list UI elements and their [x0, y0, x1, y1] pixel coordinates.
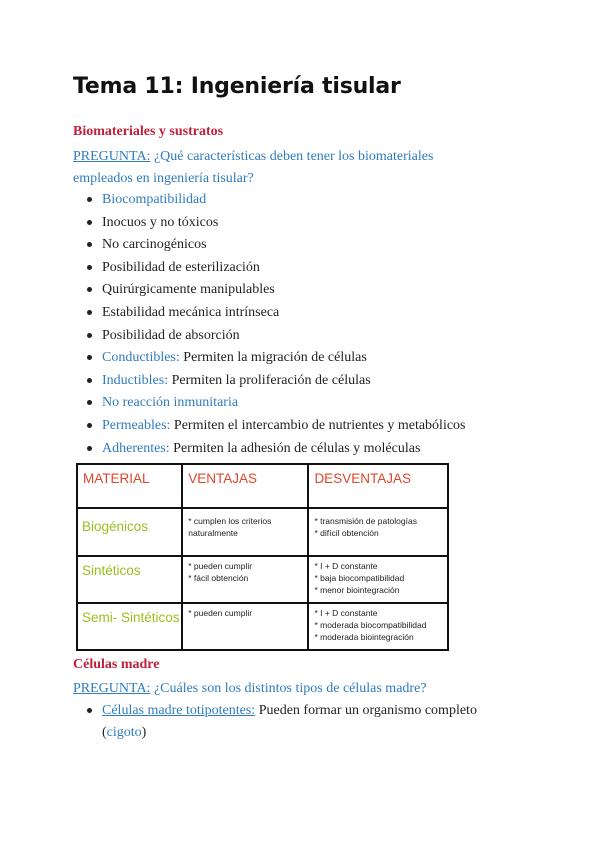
ventajas-cell: * pueden cumplir [182, 603, 308, 650]
table-header-row [77, 464, 448, 508]
question-tag: PREGUNTA: [73, 149, 151, 164]
list-item: Inocuos y no tóxicos [86, 212, 466, 235]
desventajas-cell: * transmisión de patologías * difícil obtención [308, 508, 448, 556]
list-item: Estabilidad mecánica intrínseca [86, 302, 466, 325]
page-title: Tema 11: Ingeniería tisular [73, 74, 401, 99]
material-cell: Semi- Sintéticos [77, 603, 182, 650]
question-text-line1: ¿Qué características deben tener los biomateriales [150, 149, 434, 164]
question-biomateriales [73, 146, 543, 190]
list-item: Inductibles: Permiten la proliferación de células [86, 370, 466, 393]
table-header-cell: DESVENTAJAS [308, 464, 448, 508]
question-text-line2: empleados en ingeniería tisular? [73, 171, 254, 186]
desventajas-cell: * I + D constante * baja biocompatibilidad * menor biointegración [308, 556, 448, 603]
materials-table [76, 463, 449, 651]
list-item: Conductibles: Permiten la migración de células [86, 347, 466, 370]
question-celulas-madre [73, 678, 543, 700]
list-item: No carcinogénicos [86, 234, 466, 257]
ventajas-cell: * cumplen los criterios naturalmente [182, 508, 308, 556]
list-item-totipotentes: Células madre totipotentes: Pueden formar un organismo completo (cigoto) [86, 700, 526, 744]
desventajas-cell: * I + D constante * moderada biocompatibilidad * moderada biointegración [308, 603, 448, 650]
list-item: Posibilidad de esterilización [86, 257, 466, 280]
list-item: Permeables: Permiten el intercambio de nutrientes y metabólicos [86, 415, 466, 438]
list-item: No reacción inmunitaria [86, 392, 466, 415]
list-item: Posibilidad de absorción [86, 325, 466, 348]
table-row [77, 603, 448, 650]
list-item: Quirúrgicamente manipulables [86, 279, 466, 302]
table-row [77, 508, 448, 556]
list-item: Biocompatibilidad [86, 189, 466, 212]
bullet [87, 708, 92, 713]
section-heading-celulas-madre: Células madre [73, 657, 160, 672]
table-header-cell: MATERIAL [77, 464, 182, 508]
question-tag: PREGUNTA: [73, 681, 151, 696]
question-text: ¿Cuáles son los distintos tipos de células madre? [150, 681, 427, 696]
section-heading-biomateriales: Biomateriales y sustratos [73, 124, 224, 139]
material-cell: Sintéticos [77, 556, 182, 603]
list-item: Adherentes: Permiten la adhesión de células y moléculas [86, 438, 466, 461]
ventajas-cell: * pueden cumplir * fácil obtención [182, 556, 308, 603]
term-totipotentes: Células madre totipotentes: [102, 703, 256, 718]
material-cell: Biogénicos [77, 508, 182, 556]
term-cigoto: cigoto [106, 725, 142, 740]
table-header-cell: VENTAJAS [182, 464, 308, 508]
properties-list [86, 189, 466, 460]
table-row [77, 556, 448, 603]
